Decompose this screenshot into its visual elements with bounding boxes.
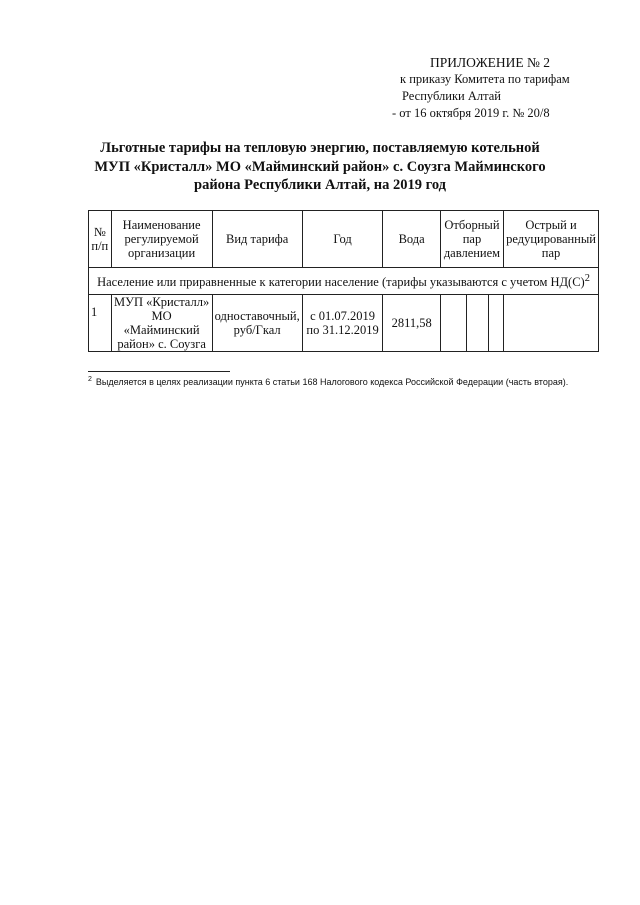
row-water: 2811,58 [383, 295, 440, 352]
header-tariff-type: Вид тарифа [212, 211, 302, 268]
document-title: Льготные тарифы на тепловую энергию, поставляемую котельной МУП «Кристалл» МО «Майминский район» с. Соузга Майминского района Республики Алтай, на 2019 год [94, 140, 546, 193]
row-steam-b [467, 295, 489, 352]
appendix-republic: Республики Алтай [402, 89, 501, 103]
header-steam-selected: Отборный пар давлением [440, 211, 503, 268]
header-num: № п/п [89, 211, 112, 268]
tariff-table [88, 210, 599, 352]
category-cell [89, 268, 599, 295]
appendix-header [392, 54, 630, 122]
row-period-from: с 01.07.2019 [310, 309, 376, 323]
table-row [89, 295, 599, 352]
row-steam-c [489, 295, 504, 352]
appendix-title: ПРИЛОЖЕНИЕ № 2 [430, 55, 551, 70]
header-org: Наименование регулируемой организации [111, 211, 212, 268]
row-tariff-type: одноставочный, руб/Гкал [212, 295, 302, 352]
category-row [89, 268, 599, 295]
category-text: Население или приравненные к категории население (тарифы указываются с учетом НД(С) [97, 275, 585, 290]
footnote-mark: 2 [88, 376, 92, 383]
header-water: Вода [383, 211, 440, 268]
row-num: 1 [89, 295, 112, 352]
header-steam-sharp: Острый и редуцированный пар [504, 211, 599, 268]
footnote-text: Выделяется в целях реализации пункта 6 статьи 168 Налогового кодекса Российской Федерации (часть вторая). [95, 377, 569, 387]
footnote [88, 376, 568, 387]
row-org: МУП «Кристалл» МО «Майминский район» с. Соузга [111, 295, 212, 352]
table-header-row [89, 211, 599, 268]
row-steam-sharp [504, 295, 599, 352]
row-period [302, 295, 383, 352]
category-footnote-mark: 2 [584, 273, 590, 285]
row-steam-a [440, 295, 466, 352]
footnote-divider [88, 371, 230, 372]
appendix-order-ref: к приказу Комитета по тарифам [400, 72, 570, 86]
header-year: Год [302, 211, 383, 268]
appendix-date: - от 16 октября 2019 г. № 20/8 [392, 106, 550, 120]
row-period-to: по 31.12.2019 [306, 323, 379, 337]
